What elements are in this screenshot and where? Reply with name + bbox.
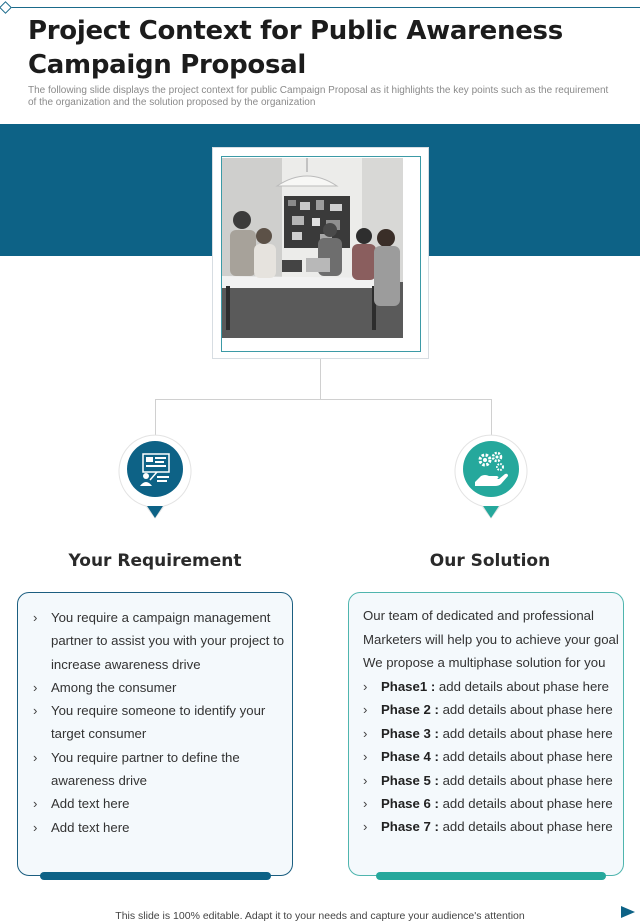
chevron-right-icon: › — [363, 725, 368, 741]
team-meeting-photo — [222, 158, 403, 338]
connector-left-drop — [155, 399, 156, 436]
slide-subtitle: The following slide displays the project context for public Campaign Proposal as it highlights the key points such as the requirement of the organization and the solution proposed by the organization — [28, 85, 609, 108]
requirement-list — [33, 606, 291, 839]
chevron-right-icon: › — [33, 610, 38, 625]
list-item: › You require someone to identify your target consumer — [33, 699, 291, 746]
presentation-icon — [117, 434, 193, 520]
list-item: › Add text here — [33, 816, 291, 839]
top-rule — [6, 7, 640, 8]
list-item: › Add text here — [33, 792, 291, 815]
chevron-right-icon: › — [33, 819, 38, 835]
requirement-heading: Your Requirement — [68, 551, 242, 571]
next-arrow-icon — [621, 906, 635, 918]
solution-pin — [453, 434, 529, 520]
chevron-right-icon: › — [363, 796, 368, 812]
chevron-right-icon: › — [363, 679, 368, 694]
chevron-right-icon: › — [33, 679, 38, 695]
phase-item: › Phase1 : add details about phase here — [363, 675, 623, 698]
list-item: › Among the consumer — [33, 676, 291, 699]
connector-right-drop — [491, 399, 492, 436]
solution-intro-2: We propose a multiphase solution for you — [363, 655, 606, 671]
chevron-right-icon: › — [33, 703, 38, 719]
list-item: › You require a campaign management partner to assist you with your project to increase awareness drive — [33, 606, 291, 676]
phase-item: › Phase 4 : add details about phase here — [363, 745, 623, 768]
list-item: › You require partner to define the awareness drive — [33, 746, 291, 793]
solution-intro-1: Our team of dedicated and professional Marketers will help you to achieve your goal — [363, 608, 619, 647]
phase-item: › Phase 3 : add details about phase here — [363, 722, 623, 745]
top-diamond-marker — [0, 1, 12, 14]
connector-vertical — [320, 359, 321, 400]
chevron-right-icon: › — [363, 819, 368, 835]
connector-horizontal — [155, 399, 492, 400]
phase-item: › Phase 7 : add details about phase here — [363, 815, 623, 838]
phase-item: › Phase 6 : add details about phase here — [363, 792, 623, 815]
solution-heading: Our Solution — [429, 551, 551, 571]
phase-list — [363, 675, 623, 839]
chevron-right-icon: › — [363, 772, 368, 788]
solution-intro — [363, 604, 621, 675]
chevron-right-icon: › — [33, 796, 38, 812]
solution-card-bar — [376, 872, 606, 880]
phase-item: › Phase 2 : add details about phase here — [363, 698, 623, 721]
slide-title: Project Context for Public Awareness Campaign Proposal — [28, 16, 563, 80]
requirement-pin — [117, 434, 193, 520]
requirement-card-bar — [40, 872, 271, 880]
chevron-right-icon: › — [363, 749, 368, 765]
phase-item: › Phase 5 : add details about phase here — [363, 769, 623, 792]
chevron-right-icon: › — [33, 749, 38, 765]
team-meeting-illustration — [222, 158, 403, 338]
footer-note: This slide is 100% editable. Adapt it to your needs and capture your audience's attention — [115, 910, 525, 922]
chevron-right-icon: › — [363, 702, 368, 718]
gears-hand-icon — [453, 434, 529, 520]
photo-frame — [212, 147, 429, 359]
